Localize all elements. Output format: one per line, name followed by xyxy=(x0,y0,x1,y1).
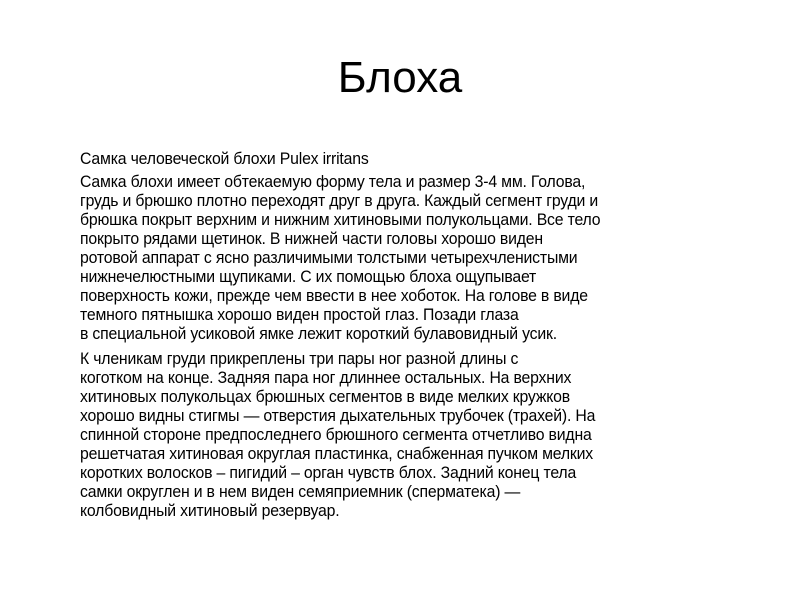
paragraph-line: ротовой аппарат с ясно различимыми толстыми четырехчленистыми xyxy=(80,248,578,267)
paragraph-line: коротких волосков – пигидий – орган чувств блох. Задний конец тела xyxy=(80,463,577,482)
paragraph-line: хорошо видны стигмы — отверстия дыхательных трубочек (трахей). На xyxy=(80,406,596,425)
paragraph-line: колбовидный хитиновый резервуар. xyxy=(80,501,340,520)
paragraph-line: брюшка покрыт верхним и нижним хитиновыми полукольцами. Все тело xyxy=(80,210,601,229)
paragraph-line: решетчатая хитиновая округлая пластинка, снабженная пучком мелких xyxy=(80,444,593,463)
paragraph-line: нижнечелюстными щупиками. С их помощью блоха ощупывает xyxy=(80,267,537,286)
paragraph-line: в специальной усиковой ямке лежит короткий булавовидный усик. xyxy=(80,324,557,343)
paragraph-line: К членикам груди прикреплены три пары ног разной длины с xyxy=(80,349,519,368)
paragraph-line: коготком на конце. Задняя пара ног длиннее остальных. На верхних xyxy=(80,368,572,387)
paragraph-line: темного пятнышка хорошо виден простой глаз. Позади глаза xyxy=(80,305,519,324)
paragraph-line: Самка блохи имеет обтекаемую форму тела и размер 3-4 мм. Голова, xyxy=(80,172,586,191)
paragraph-line: покрыто рядами щетинок. В нижней части головы хорошо виден xyxy=(80,229,543,248)
paragraph-line: самки округлен и в нем виден семяприемник (сперматека) — xyxy=(80,482,521,501)
paragraph-line: поверхность кожи, прежде чем ввести в нее хоботок. На голове в виде xyxy=(80,286,588,305)
subtitle: Самка человеческой блохи Pulex irritans xyxy=(80,149,369,168)
slide-title: Блоха xyxy=(337,53,463,102)
paragraph-line: спинной стороне предпоследнего брюшного сегмента отчетливо видна xyxy=(80,425,592,444)
paragraph-line: грудь и брюшко плотно переходят друг в друга. Каждый сегмент груди и xyxy=(80,191,598,210)
paragraph-line: хитиновых полукольцах брюшных сегментов в виде мелких кружков xyxy=(80,387,570,406)
